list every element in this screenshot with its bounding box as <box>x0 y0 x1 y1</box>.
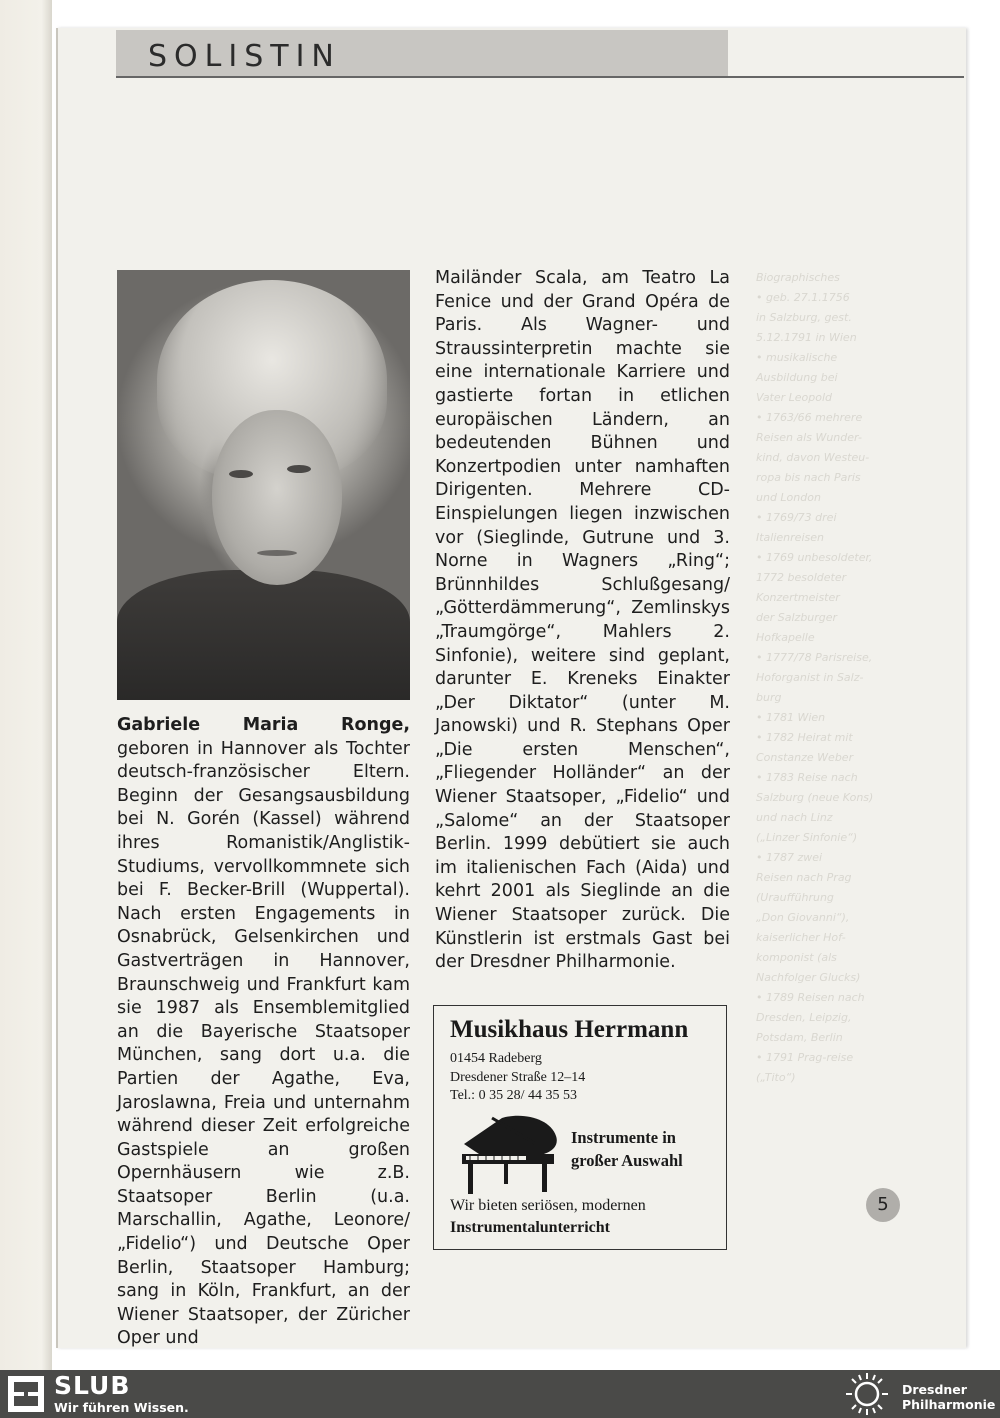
dresdner-philharmonie-logo-icon <box>842 1371 892 1417</box>
header-rule <box>116 76 964 78</box>
portrait-photo <box>117 270 410 700</box>
ad-slogan-line-1: Instrumente in <box>571 1128 676 1147</box>
photo-eye-left <box>229 470 253 478</box>
article-right-paragraph: Mailänder Scala, am Teatro La Fenice und der Grand Opéra de Paris. Als Wagner- und Straussinterpretin machte sie eine internationale Karriere und gastierte fortan in etlichen europäischen Ländern, an bedeutenden Bühnen und Konzertpodien unter namhaften Dirigenten. Mehrere CD-Einspielungen liegen inzwischen vor (Sieglinde, Gutrune und 3. Norne in Wagners „Ring“; Brünnhildes Schlußgesang/„Götterdämmerung“, Zemlinskys „Traumgörge“, Mahlers 2. Sinfonie), weitere sind geplant, darunter E. Kreneks Einakter „Der Diktator“ (unter M. Janowski) und R. Stephans Oper „Die ersten Menschen“, „Fliegender Holländer“ an der Wiener Staatsoper, „Fidelio“ und „Salome“ an der Staatsoper Berlin. 1999 debütiert sie auch im italienischen Fach (Aida) und kehrt 2001 als Sieglinde an die Wiener Staatsoper zurück. Die Künstlerin ist erstmals Gast bei der Dresdner Philharmonie. <box>435 268 730 973</box>
dp-name-line-1: Dresdner <box>902 1382 967 1397</box>
ad-phone: Tel.: 0 35 28/ 44 35 53 <box>450 1088 577 1103</box>
ad-street: Dresdener Straße 12–14 <box>450 1070 586 1085</box>
article-right-column <box>435 267 730 975</box>
page-number: 5 <box>866 1188 900 1222</box>
ad-zip-city: 01454 Radeberg <box>450 1051 542 1066</box>
advertisement <box>433 1005 727 1250</box>
dp-name-line-2: Philharmonie <box>902 1397 996 1412</box>
article-left-column <box>117 714 410 1351</box>
grand-piano-icon <box>452 1114 562 1196</box>
section-title: SOLISTIN <box>148 39 341 74</box>
left-page-edge <box>0 0 52 1370</box>
slub-name: SLUB <box>54 1371 131 1400</box>
article-left-text-1: geboren in <box>117 738 214 759</box>
ad-footer-line-2: Instrumentalunterricht <box>450 1219 610 1236</box>
soloist-name: Gabriele Maria Ronge, <box>117 715 410 735</box>
photo-sweater <box>117 570 410 700</box>
slub-tagline: Wir führen Wissen. <box>54 1400 189 1415</box>
photo-mouth <box>257 550 297 556</box>
ad-footer-line-1: Wir bieten seriösen, modernen <box>450 1197 646 1214</box>
bleed-through-text: Biographisches • geb. 27.1.1756 in Salzburg, gest. 5.12.1791 in Wien • musikalische Ausbildung bei Vater Leopold • 1763/66 mehrere Reisen als Wunder- kind, davon Westeu- ropa bis nach Paris und London • 1769/73 drei Italienreisen • 1769 unbesoldeter, 1772 besoldeter Konzertmeister der Salzburger Hofkapelle • 1777/78 Parisreise, Hoforganist in Salz- burg • 1781 Wien • 1782 Heirat mit Constanze Weber • 1783 Reise nach Salzburg (neue Kons) und nach Linz („Linzer Sinfonie“) • 1787 zwei Reisen nach Prag (Uraufführung „Don Giovanni“), kaiserlicher Hof- komponist (als Nachfolger Glucks) • 1789 Reisen nach Dresden, Leipzig, Potsdam, Berlin • 1791 Prag-reise („Tito“) <box>756 271 874 1084</box>
photo-eye-right <box>287 465 311 473</box>
photo-face <box>212 410 342 585</box>
slub-logo-icon <box>8 1376 44 1412</box>
article-left-text-2: Hannover als Tochter deutsch-französischer Eltern. Beginn der Gesangsausbildung bei N. Gorén (Kassel) während ihres Romanistik/Anglistik-Studiums, vervollkommnete sich bei F. Becker-Brill (Wuppertal). Nach ersten Engagements in Osnabrück, Gelsenkirchen und Gastverträgen in Hannover, Braunschweig und Frankfurt kam sie 1987 als Ensemblemitglied an die Bayerische Staatsoper München, sang dort u.a. die Partien der Agathe, Eva, Jaroslawna, Freia und unternahm während dieser Zeit erfolgreiche Gastspiele an großen Opernhäusern wie z.B. Staatsoper Berlin (u.a. Marschallin, Agathe, Leonore/„Fidelio“) und Deutsche Oper Berlin, Staatsoper Hamburg; sang in Köln, Frankfurt, an der Wiener Staatsoper, der Züricher Oper und <box>117 738 410 1349</box>
ad-slogan-line-2: großer Auswahl <box>571 1151 683 1170</box>
article-left-paragraph <box>117 714 410 1351</box>
ad-title: Musikhaus Herrmann <box>450 1016 689 1043</box>
